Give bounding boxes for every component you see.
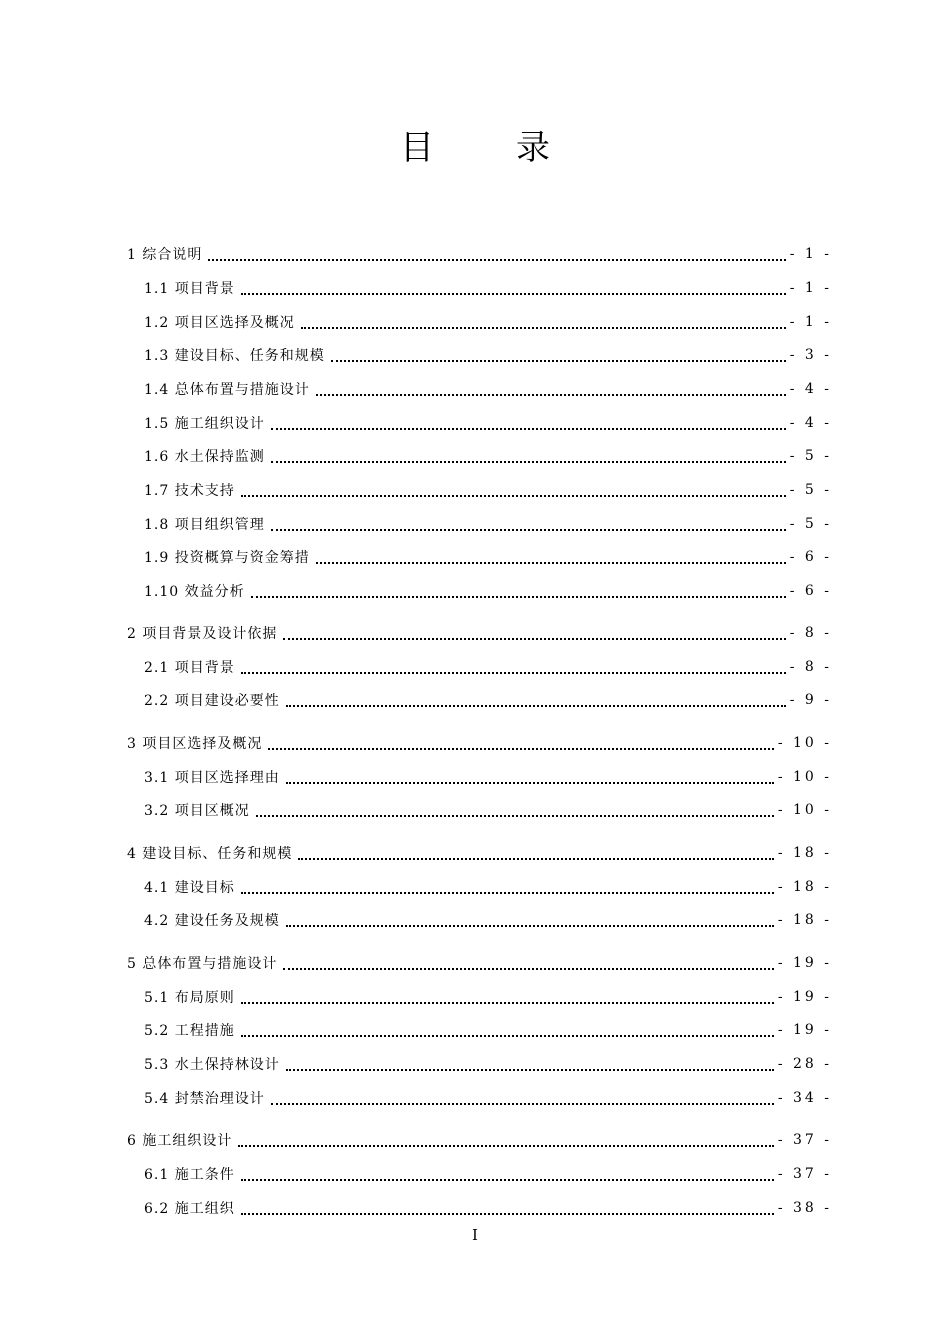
toc-entry-label: 1.7 技术支持 (144, 483, 235, 499)
toc-entry[interactable] (144, 345, 832, 365)
toc-entry-label: 1.10 效益分析 (144, 584, 245, 600)
toc-leader-dots (316, 393, 786, 396)
toc-entry-label: 1.3 建设目标、任务和规模 (144, 348, 325, 364)
toc-entry-page: - 6 - (789, 549, 832, 565)
toc-leader-dots (241, 1212, 774, 1215)
toc-entry[interactable] (144, 514, 832, 534)
toc-entry-label: 6.2 施工组织 (144, 1201, 235, 1217)
page-title: 目录 (400, 128, 632, 168)
toc-entry[interactable] (144, 1054, 832, 1074)
toc-leader-dots (208, 258, 785, 261)
toc-leader-dots (241, 891, 774, 894)
toc-entry[interactable] (144, 1020, 832, 1040)
toc-leader-dots (238, 1144, 773, 1147)
toc-entry-page: - 1 - (789, 246, 832, 262)
toc-entry-label: 5.4 封禁治理设计 (144, 1091, 265, 1107)
toc-entry[interactable] (144, 767, 832, 787)
toc-entry-page: - 4 - (789, 381, 832, 397)
toc-entry-page: - 10 - (777, 802, 832, 818)
toc-entry-label: 2 项目背景及设计依据 (127, 626, 278, 642)
toc-entry[interactable] (144, 657, 832, 677)
toc-entry[interactable] (127, 733, 832, 753)
toc-entry-label: 5.2 工程措施 (144, 1023, 235, 1039)
toc-leader-dots (241, 1034, 774, 1037)
toc-entry-page: - 38 - (777, 1200, 832, 1216)
toc-entry-page: - 18 - (777, 845, 832, 861)
page-number-footer: I (472, 1226, 478, 1244)
toc-leader-dots (286, 704, 786, 707)
toc-entry-label: 4 建设目标、任务和规模 (127, 846, 293, 862)
toc-entry-label: 3.1 项目区选择理由 (144, 770, 280, 786)
toc-entry[interactable] (144, 446, 832, 466)
toc-leader-dots (301, 326, 786, 329)
toc-entry[interactable] (144, 1088, 832, 1108)
toc-entry[interactable] (144, 379, 832, 399)
toc-leader-dots (286, 1068, 774, 1071)
toc-leader-dots (268, 747, 773, 750)
toc-entry-label: 1.2 项目区选择及概况 (144, 315, 295, 331)
toc-leader-dots (271, 1102, 774, 1105)
toc-entry[interactable] (127, 623, 832, 643)
toc-leader-dots (251, 595, 786, 598)
toc-leader-dots (241, 1001, 774, 1004)
toc-entry-label: 5.3 水土保持林设计 (144, 1057, 280, 1073)
toc-entry-label: 4.2 建设任务及规模 (144, 913, 280, 929)
toc-entry[interactable] (144, 877, 832, 897)
toc-leader-dots (256, 814, 774, 817)
toc-entry[interactable] (144, 581, 832, 601)
toc-entry-page: - 37 - (777, 1132, 832, 1148)
toc-entry-label: 3 项目区选择及概况 (127, 736, 263, 752)
toc-entry-page: - 10 - (777, 735, 832, 751)
toc-leader-dots (241, 292, 786, 295)
toc-entry[interactable] (144, 413, 832, 433)
toc-entry-page: - 8 - (789, 659, 832, 675)
toc-leader-dots (298, 857, 773, 860)
toc-leader-dots (271, 427, 786, 430)
toc-entry-page: - 37 - (777, 1166, 832, 1182)
toc-entry[interactable] (127, 1130, 832, 1150)
toc-entry[interactable] (144, 278, 832, 298)
toc-entry-page: - 34 - (777, 1090, 832, 1106)
toc-entry-page: - 5 - (789, 482, 832, 498)
toc-leader-dots (331, 359, 786, 362)
toc-entry-label: 6.1 施工条件 (144, 1167, 235, 1183)
toc-entry-label: 1.8 项目组织管理 (144, 517, 265, 533)
toc-entry-label: 1.6 水土保持监测 (144, 449, 265, 465)
toc-entry[interactable] (144, 480, 832, 500)
toc-entry[interactable] (144, 1198, 832, 1218)
toc-entry-label: 5.1 布局原则 (144, 990, 235, 1006)
toc-leader-dots (286, 924, 774, 927)
toc-leader-dots (271, 460, 786, 463)
toc-entry-page: - 19 - (777, 955, 832, 971)
toc-entry[interactable] (144, 910, 832, 930)
toc-leader-dots (241, 671, 786, 674)
toc-entry-page: - 3 - (789, 347, 832, 363)
toc-entry-page: - 5 - (789, 516, 832, 532)
toc-entry-label: 1.5 施工组织设计 (144, 416, 265, 432)
toc-entry[interactable] (127, 244, 832, 264)
toc-entry-label: 1.1 项目背景 (144, 281, 235, 297)
toc-leader-dots (241, 1178, 774, 1181)
toc-entry-label: 4.1 建设目标 (144, 880, 235, 896)
toc-entry[interactable] (127, 843, 832, 863)
toc-leader-dots (271, 528, 786, 531)
toc-leader-dots (316, 561, 786, 564)
toc-entry-label: 1 综合说明 (127, 247, 203, 263)
toc-entry-label: 3.2 项目区概况 (144, 803, 250, 819)
toc-entry-page: - 19 - (777, 1022, 832, 1038)
toc-entry-page: - 19 - (777, 989, 832, 1005)
toc-entry-page: - 10 - (777, 769, 832, 785)
toc-entry-page: - 18 - (777, 912, 832, 928)
toc-entry[interactable] (127, 953, 832, 973)
toc-entry-page: - 9 - (789, 692, 832, 708)
toc-entry[interactable] (144, 547, 832, 567)
toc-entry-label: 1.4 总体布置与措施设计 (144, 382, 310, 398)
toc-entry-label: 2.1 项目背景 (144, 660, 235, 676)
toc-entry-page: - 1 - (789, 314, 832, 330)
toc-leader-dots (286, 781, 774, 784)
toc-entry[interactable] (144, 1164, 832, 1184)
toc-entry-page: - 28 - (777, 1056, 832, 1072)
toc-entry-page: - 18 - (777, 879, 832, 895)
toc-entry-label: 6 施工组织设计 (127, 1133, 233, 1149)
toc-entry-label: 5 总体布置与措施设计 (127, 956, 278, 972)
toc-entry-label: 1.9 投资概算与资金筹措 (144, 550, 310, 566)
toc-entry-page: - 5 - (789, 448, 832, 464)
toc-entry-page: - 8 - (789, 625, 832, 641)
toc-entry[interactable] (144, 987, 832, 1007)
toc-entry[interactable] (144, 800, 832, 820)
toc-leader-dots (241, 494, 786, 497)
toc-entry-page: - 1 - (789, 280, 832, 296)
toc-leader-dots (283, 967, 773, 970)
toc-entry[interactable] (144, 690, 832, 710)
toc-entry-page: - 6 - (789, 583, 832, 599)
toc-entry[interactable] (144, 312, 832, 332)
toc-leader-dots (283, 637, 785, 640)
toc-entry-label: 2.2 项目建设必要性 (144, 693, 280, 709)
toc-entry-page: - 4 - (789, 415, 832, 431)
